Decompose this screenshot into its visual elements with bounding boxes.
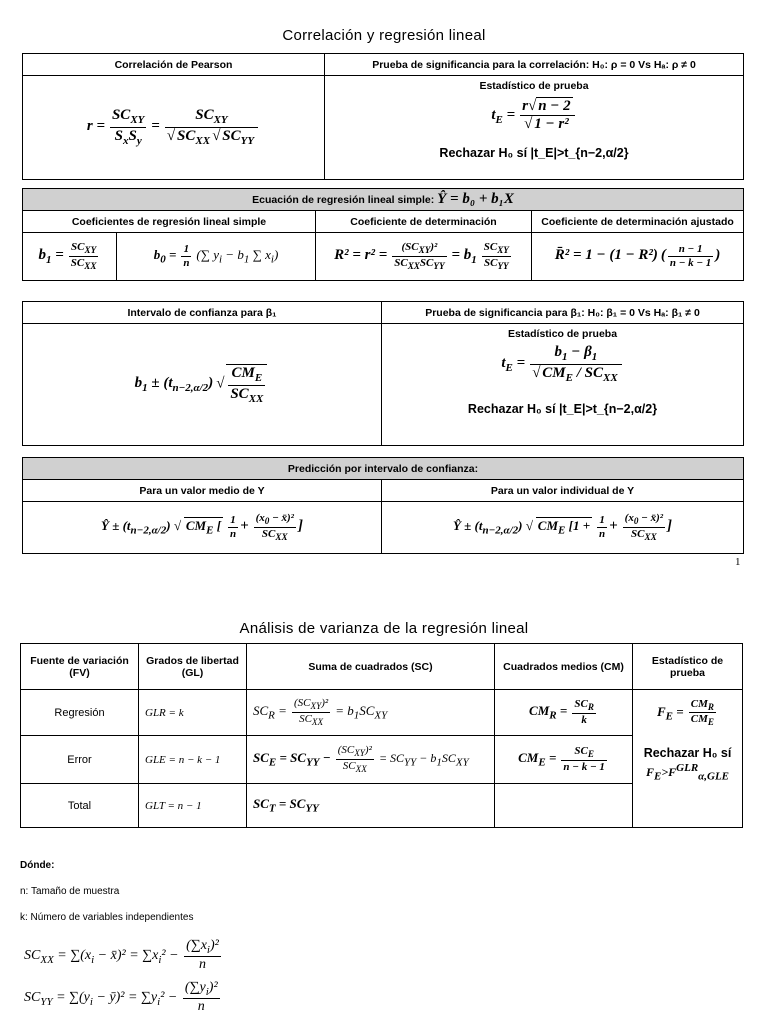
sc-header: Suma de cuadrados (SC) (247, 644, 495, 690)
fe-reject-condition: $F_E>F^{GLR}_{\alpha,GLE}$ (645, 761, 730, 782)
pearson-header: Correlación de Pearson (23, 54, 325, 76)
note-n: n: Tamaño de muestra (20, 886, 120, 897)
page-number: 1 (735, 556, 741, 568)
page-title: Correlación y regresión lineal (282, 27, 486, 44)
b1-formula: $b_1$ = $\frac{SC_{XY}}{SC_{XX}}$ (23, 233, 117, 281)
b0-formula: $b_0$ = $\frac{1}{n}$ (∑ $y_i - b_1$ ∑ $x_i$) (117, 233, 316, 281)
gl-total: GLT = n − 1 (139, 784, 247, 828)
correlation-table (22, 53, 744, 180)
corr-test-cell (325, 76, 744, 180)
scyy-formula: $SC_{YY} = \sum(y_i$ − ȳ)² = $\sum y_i^2$ − $\frac{(\sum y_i)^2}{n}$ (24, 980, 218, 1015)
fv-total: Total (21, 784, 139, 828)
gl-error: GLE = n − k − 1 (139, 736, 247, 784)
prediction-header: Predicción por intervalo de confianza: (23, 458, 744, 480)
slope-t-formula: $t_E$ = $\frac{b_1 - \beta_1}{√ CM_E / SC_{XX}}$ (382, 344, 743, 384)
ci-formula: $b_1 \pm (t_{n-2,\alpha/2})$ √ $\frac{CM_E}{SC_{XX}}$ (23, 324, 382, 446)
fv-regression: Regresión (21, 690, 139, 736)
table-row (21, 736, 743, 784)
fv-error: Error (21, 736, 139, 784)
adj-det-header: Coeficiente de determinación ajustado (532, 211, 744, 233)
mean-y-header: Para un valor medio de Y (23, 480, 382, 502)
sc-error: $SC_E = SC_{YY}$ − $\frac{(SC_{XY})^2}{SC_{XX}}$ = $SC_{YY} - b_1SC_{XY}$ (247, 736, 495, 784)
cm-regression: $CM_R$ = $\frac{SC_R}{k}$ (495, 690, 633, 736)
det-header: Coeficiente de determinación (316, 211, 532, 233)
anova-table (20, 643, 743, 828)
stat-label: Estadístico de prueba (479, 80, 589, 92)
slope-test-cell (382, 324, 744, 446)
stat-header: Estadístico de prueba (633, 644, 743, 690)
cm-error: $CM_E$ = $\frac{SC_E}{n - k - 1}$ (495, 736, 633, 784)
fe-formula: $F_E$ = $\frac{CM_R}{CM_E}$ (633, 690, 743, 736)
adj-r2-formula: R̄² = 1 − (1 − R²) ( $\frac{n - 1}{n - k - 1}$ ) (532, 233, 744, 281)
pearson-formula: r = $\frac{SC_{XY}}{S_xS_y}$ = $\frac{SC_{XY}}{√ SC_{XX} √ SC_{YY}}$ (23, 76, 325, 180)
slope-table (22, 301, 744, 446)
donde-label: Dónde: (20, 860, 55, 871)
note-k: k: Número de variables independientes (20, 912, 194, 923)
fe-reject-cell (633, 736, 743, 828)
r2-formula: R² = r² = $\frac{(SC_{XY})^2}{SC_{XX}SC_{YY}}$ = $b_1$ $\frac{SC_{XY}}{SC_{YY}}$ (316, 233, 532, 281)
prediction-table (22, 457, 744, 554)
anova-reject-rule: Rechazar H₀ sí (643, 745, 732, 760)
individual-y-header: Para un valor individual de Y (382, 480, 744, 502)
anova-title: Análisis de varianza de la regresión lineal (239, 620, 529, 637)
reject-rule-2: Rechazar H₀ sí |t_E|>t_{n−2,α/2} (467, 402, 658, 417)
regression-equation-header: Ecuación de regresión lineal simple: Ŷ = b₀ + b₁X (23, 189, 744, 211)
table-row (21, 690, 743, 736)
t-stat-formula: $t_E$ = $\frac{r√ n - 2}{\text{√ 1 − r²}}$ (325, 98, 743, 134)
gl-regression: GLR = k (139, 690, 247, 736)
mean-y-formula: Ŷ ± $(t_{n-2,\alpha/2})$ √ $CM_E$ [ $\frac{1}{n}$ + $\frac{(x_0 - x̄)^2}{SC_{XX}}$ ] (23, 502, 382, 554)
cm-header: Cuadrados medios (CM) (495, 644, 633, 690)
stat-label-2: Estadístico de prueba (507, 328, 618, 340)
sc-regression: $SC_R$ = $\frac{(SC_{XY})^2}{SC_{XX}}$ = $b_1SC_{XY}$ (247, 690, 495, 736)
scxx-formula: $SC_{XX} = \sum(x_i$ − x̄)² = $\sum x_i^2$ − $\frac{(\sum x_i)^2}{n}$ (24, 938, 219, 973)
gl-header: Grados de libertad (GL) (139, 644, 247, 690)
coef-header: Coeficientes de regresión lineal simple (23, 211, 316, 233)
corr-test-header: Prueba de significancia para la correlación: H₀: ρ = 0 Vs Hₐ: ρ ≠ 0 (325, 54, 744, 76)
regression-table (22, 188, 744, 281)
sc-total: $SC_T = SC_{YY}$ (247, 784, 495, 828)
ci-header: Intervalo de confianza para β₁ (23, 302, 382, 324)
reject-rule: Rechazar H₀ sí |t_E|>t_{n−2,α/2} (439, 145, 629, 160)
individual-y-formula: Ŷ ± $(t_{n-2,\alpha/2})$ √ $CM_E$ [1 + $\frac{1}{n}$ + $\frac{(x_0 - x̄)^2}{SC_{XX}}$ ] (382, 502, 744, 554)
slope-test-header: Prueba de significancia para β₁: H₀: β₁ = 0 Vs Hₐ: β₁ ≠ 0 (382, 302, 744, 324)
fv-header: Fuente de variación (FV) (21, 644, 139, 690)
cm-total (495, 784, 633, 828)
